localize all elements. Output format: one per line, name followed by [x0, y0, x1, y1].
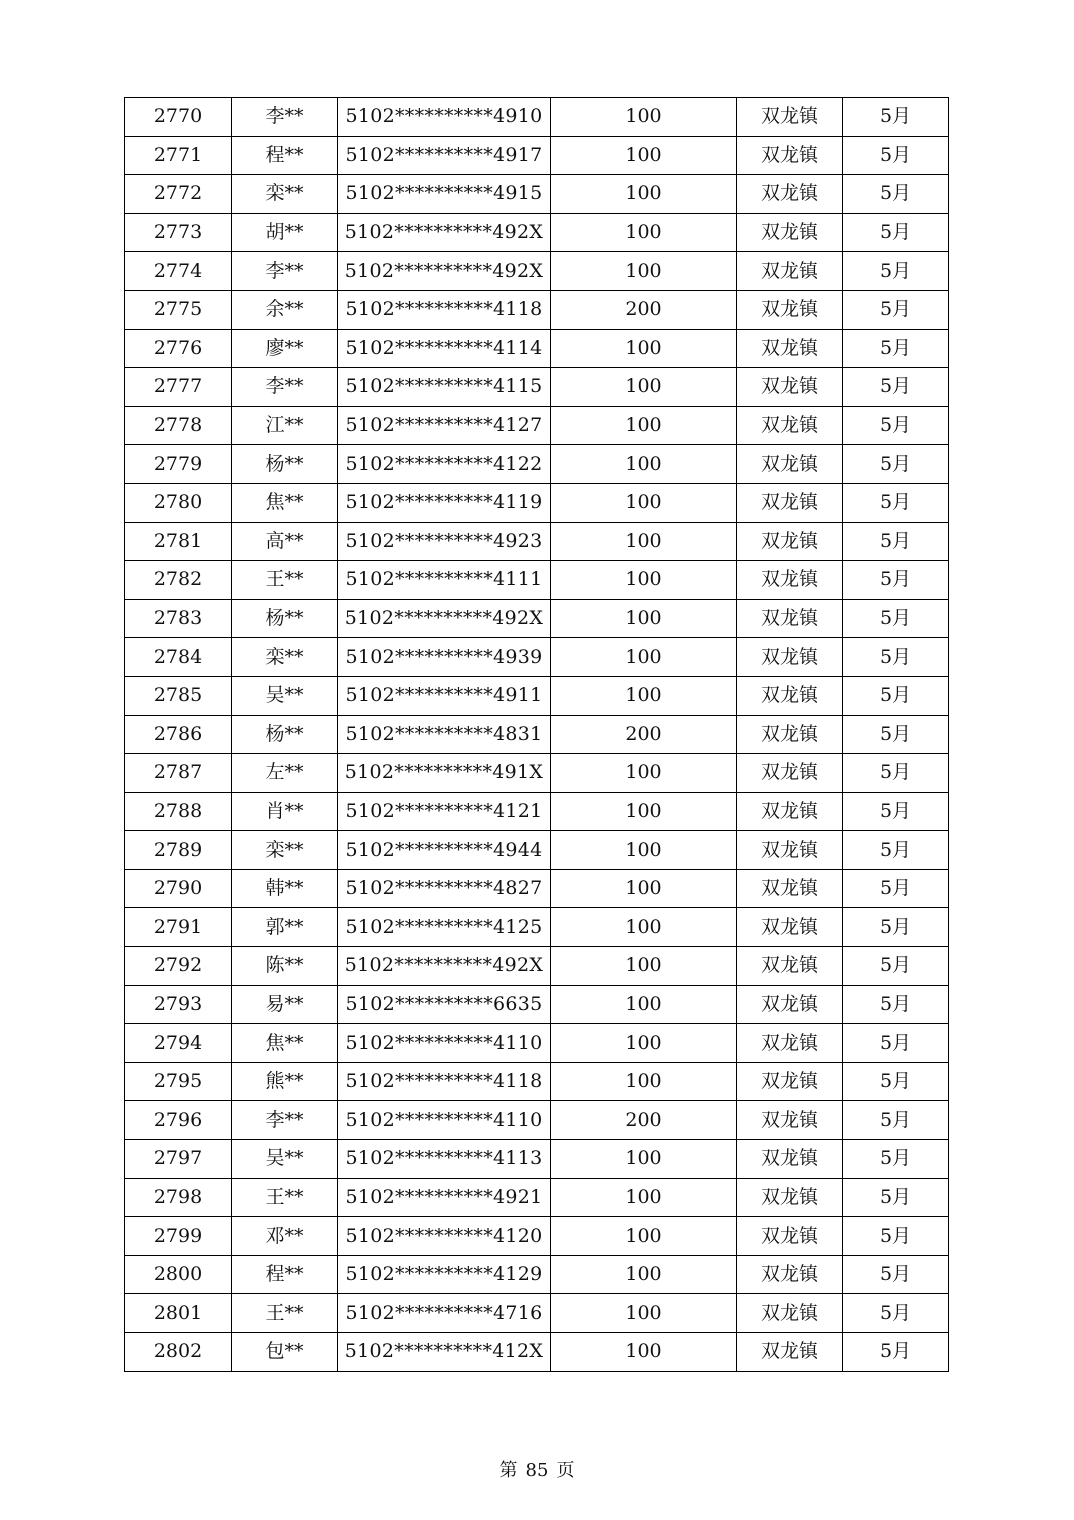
table-row [125, 754, 949, 793]
name-cell: 焦** [232, 1024, 338, 1063]
seq-cell: 2788 [125, 792, 232, 831]
month-cell: 5月 [843, 290, 949, 329]
month-cell: 5月 [843, 1140, 949, 1179]
table-row [125, 368, 949, 407]
id-number-cell: 5102**********4120 [338, 1217, 551, 1256]
month-cell: 5月 [843, 792, 949, 831]
id-number-cell: 5102**********4716 [338, 1294, 551, 1333]
town-cell: 双龙镇 [737, 522, 843, 561]
name-cell: 胡** [232, 213, 338, 252]
month-cell: 5月 [843, 1101, 949, 1140]
table-row [125, 329, 949, 368]
table-row [125, 1255, 949, 1294]
id-number-cell: 5102**********6635 [338, 985, 551, 1024]
name-cell: 易** [232, 985, 338, 1024]
town-cell: 双龙镇 [737, 290, 843, 329]
town-cell: 双龙镇 [737, 175, 843, 214]
town-cell: 双龙镇 [737, 1024, 843, 1063]
table-row [125, 1101, 949, 1140]
id-number-cell: 5102**********492X [338, 213, 551, 252]
table-row [125, 792, 949, 831]
id-number-cell: 5102**********4827 [338, 869, 551, 908]
table-row [125, 136, 949, 175]
id-number-cell: 5102**********492X [338, 599, 551, 638]
name-cell: 杨** [232, 715, 338, 754]
name-cell: 左** [232, 754, 338, 793]
town-cell: 双龙镇 [737, 599, 843, 638]
town-cell: 双龙镇 [737, 792, 843, 831]
town-cell: 双龙镇 [737, 1333, 843, 1372]
month-cell: 5月 [843, 522, 949, 561]
amount-cell: 100 [551, 1255, 737, 1294]
month-cell: 5月 [843, 985, 949, 1024]
table-row [125, 561, 949, 600]
table-row [125, 445, 949, 484]
month-cell: 5月 [843, 252, 949, 291]
seq-cell: 2801 [125, 1294, 232, 1333]
seq-cell: 2775 [125, 290, 232, 329]
town-cell: 双龙镇 [737, 908, 843, 947]
seq-cell: 2794 [125, 1024, 232, 1063]
town-cell: 双龙镇 [737, 406, 843, 445]
town-cell: 双龙镇 [737, 1140, 843, 1179]
seq-cell: 2778 [125, 406, 232, 445]
month-cell: 5月 [843, 754, 949, 793]
town-cell: 双龙镇 [737, 1217, 843, 1256]
page-footer-prefix: 第 [499, 1460, 518, 1481]
month-cell: 5月 [843, 599, 949, 638]
seq-cell: 2795 [125, 1062, 232, 1101]
month-cell: 5月 [843, 98, 949, 137]
name-cell: 肖** [232, 792, 338, 831]
amount-cell: 100 [551, 213, 737, 252]
id-number-cell: 5102**********4110 [338, 1101, 551, 1140]
seq-cell: 2786 [125, 715, 232, 754]
amount-cell: 100 [551, 136, 737, 175]
id-number-cell: 5102**********4917 [338, 136, 551, 175]
id-number-cell: 5102**********492X [338, 947, 551, 986]
seq-cell: 2791 [125, 908, 232, 947]
month-cell: 5月 [843, 175, 949, 214]
id-number-cell: 5102**********4118 [338, 290, 551, 329]
month-cell: 5月 [843, 638, 949, 677]
month-cell: 5月 [843, 1062, 949, 1101]
name-cell: 李** [232, 252, 338, 291]
id-number-cell: 5102**********4122 [338, 445, 551, 484]
town-cell: 双龙镇 [737, 947, 843, 986]
seq-cell: 2797 [125, 1140, 232, 1179]
table-row [125, 1024, 949, 1063]
amount-cell: 100 [551, 175, 737, 214]
town-cell: 双龙镇 [737, 985, 843, 1024]
name-cell: 韩** [232, 869, 338, 908]
amount-cell: 200 [551, 290, 737, 329]
name-cell: 王** [232, 1178, 338, 1217]
seq-cell: 2771 [125, 136, 232, 175]
amount-cell: 100 [551, 638, 737, 677]
amount-cell: 100 [551, 252, 737, 291]
seq-cell: 2776 [125, 329, 232, 368]
seq-cell: 2781 [125, 522, 232, 561]
amount-cell: 100 [551, 985, 737, 1024]
name-cell: 江** [232, 406, 338, 445]
month-cell: 5月 [843, 1178, 949, 1217]
month-cell: 5月 [843, 368, 949, 407]
seq-cell: 2799 [125, 1217, 232, 1256]
town-cell: 双龙镇 [737, 715, 843, 754]
town-cell: 双龙镇 [737, 368, 843, 407]
name-cell: 余** [232, 290, 338, 329]
town-cell: 双龙镇 [737, 676, 843, 715]
town-cell: 双龙镇 [737, 213, 843, 252]
name-cell: 吴** [232, 676, 338, 715]
table-row [125, 406, 949, 445]
table-row [125, 1140, 949, 1179]
table-row [125, 213, 949, 252]
seq-cell: 2783 [125, 599, 232, 638]
id-number-cell: 5102**********4911 [338, 676, 551, 715]
town-cell: 双龙镇 [737, 252, 843, 291]
table-row [125, 869, 949, 908]
seq-cell: 2770 [125, 98, 232, 137]
table-row [125, 1333, 949, 1372]
seq-cell: 2777 [125, 368, 232, 407]
amount-cell: 100 [551, 329, 737, 368]
name-cell: 杨** [232, 599, 338, 638]
month-cell: 5月 [843, 947, 949, 986]
id-number-cell: 5102**********4944 [338, 831, 551, 870]
amount-cell: 100 [551, 1024, 737, 1063]
page-footer [0, 1456, 1074, 1482]
month-cell: 5月 [843, 329, 949, 368]
records-table [124, 97, 949, 1372]
month-cell: 5月 [843, 1217, 949, 1256]
table-row [125, 831, 949, 870]
id-number-cell: 5102**********4910 [338, 98, 551, 137]
month-cell: 5月 [843, 561, 949, 600]
town-cell: 双龙镇 [737, 1255, 843, 1294]
amount-cell: 100 [551, 561, 737, 600]
town-cell: 双龙镇 [737, 1062, 843, 1101]
month-cell: 5月 [843, 445, 949, 484]
name-cell: 李** [232, 98, 338, 137]
id-number-cell: 5102**********4129 [338, 1255, 551, 1294]
page-number: 85 [525, 1460, 549, 1481]
month-cell: 5月 [843, 483, 949, 522]
table-row [125, 715, 949, 754]
seq-cell: 2785 [125, 676, 232, 715]
name-cell: 王** [232, 1294, 338, 1333]
town-cell: 双龙镇 [737, 136, 843, 175]
amount-cell: 100 [551, 1333, 737, 1372]
amount-cell: 100 [551, 1178, 737, 1217]
month-cell: 5月 [843, 676, 949, 715]
month-cell: 5月 [843, 136, 949, 175]
name-cell: 程** [232, 136, 338, 175]
id-number-cell: 5102**********4923 [338, 522, 551, 561]
name-cell: 栾** [232, 638, 338, 677]
month-cell: 5月 [843, 1024, 949, 1063]
name-cell: 杨** [232, 445, 338, 484]
town-cell: 双龙镇 [737, 1178, 843, 1217]
name-cell: 廖** [232, 329, 338, 368]
name-cell: 高** [232, 522, 338, 561]
amount-cell: 100 [551, 792, 737, 831]
seq-cell: 2798 [125, 1178, 232, 1217]
amount-cell: 100 [551, 676, 737, 715]
amount-cell: 200 [551, 715, 737, 754]
id-number-cell: 5102**********4125 [338, 908, 551, 947]
name-cell: 王** [232, 561, 338, 600]
id-number-cell: 5102**********4939 [338, 638, 551, 677]
seq-cell: 2782 [125, 561, 232, 600]
seq-cell: 2792 [125, 947, 232, 986]
seq-cell: 2784 [125, 638, 232, 677]
town-cell: 双龙镇 [737, 1294, 843, 1333]
amount-cell: 100 [551, 368, 737, 407]
amount-cell: 100 [551, 947, 737, 986]
id-number-cell: 5102**********4127 [338, 406, 551, 445]
amount-cell: 100 [551, 908, 737, 947]
month-cell: 5月 [843, 908, 949, 947]
town-cell: 双龙镇 [737, 483, 843, 522]
table-row [125, 676, 949, 715]
amount-cell: 100 [551, 1217, 737, 1256]
id-number-cell: 5102**********4121 [338, 792, 551, 831]
town-cell: 双龙镇 [737, 831, 843, 870]
amount-cell: 100 [551, 1140, 737, 1179]
id-number-cell: 5102**********4115 [338, 368, 551, 407]
table-row [125, 1178, 949, 1217]
id-number-cell: 5102**********4118 [338, 1062, 551, 1101]
id-number-cell: 5102**********4921 [338, 1178, 551, 1217]
seq-cell: 2787 [125, 754, 232, 793]
town-cell: 双龙镇 [737, 445, 843, 484]
seq-cell: 2774 [125, 252, 232, 291]
amount-cell: 100 [551, 522, 737, 561]
name-cell: 栾** [232, 175, 338, 214]
seq-cell: 2790 [125, 869, 232, 908]
seq-cell: 2800 [125, 1255, 232, 1294]
amount-cell: 100 [551, 445, 737, 484]
month-cell: 5月 [843, 869, 949, 908]
seq-cell: 2802 [125, 1333, 232, 1372]
amount-cell: 100 [551, 1294, 737, 1333]
month-cell: 5月 [843, 831, 949, 870]
month-cell: 5月 [843, 1294, 949, 1333]
name-cell: 焦** [232, 483, 338, 522]
amount-cell: 100 [551, 1062, 737, 1101]
amount-cell: 100 [551, 98, 737, 137]
table-row [125, 483, 949, 522]
id-number-cell: 5102**********4113 [338, 1140, 551, 1179]
name-cell: 邓** [232, 1217, 338, 1256]
page-footer-suffix: 页 [556, 1460, 575, 1481]
id-number-cell: 5102**********4119 [338, 483, 551, 522]
town-cell: 双龙镇 [737, 329, 843, 368]
name-cell: 吴** [232, 1140, 338, 1179]
id-number-cell: 5102**********4114 [338, 329, 551, 368]
seq-cell: 2772 [125, 175, 232, 214]
id-number-cell: 5102**********4111 [338, 561, 551, 600]
name-cell: 陈** [232, 947, 338, 986]
town-cell: 双龙镇 [737, 98, 843, 137]
month-cell: 5月 [843, 1333, 949, 1372]
name-cell: 程** [232, 1255, 338, 1294]
amount-cell: 100 [551, 599, 737, 638]
amount-cell: 100 [551, 406, 737, 445]
seq-cell: 2773 [125, 213, 232, 252]
amount-cell: 100 [551, 754, 737, 793]
seq-cell: 2780 [125, 483, 232, 522]
records-table-body [125, 98, 949, 1372]
town-cell: 双龙镇 [737, 638, 843, 677]
month-cell: 5月 [843, 406, 949, 445]
amount-cell: 200 [551, 1101, 737, 1140]
seq-cell: 2796 [125, 1101, 232, 1140]
month-cell: 5月 [843, 213, 949, 252]
name-cell: 栾** [232, 831, 338, 870]
table-row [125, 252, 949, 291]
id-number-cell: 5102**********412X [338, 1333, 551, 1372]
seq-cell: 2789 [125, 831, 232, 870]
seq-cell: 2779 [125, 445, 232, 484]
table-row [125, 522, 949, 561]
name-cell: 李** [232, 368, 338, 407]
seq-cell: 2793 [125, 985, 232, 1024]
name-cell: 熊** [232, 1062, 338, 1101]
amount-cell: 100 [551, 831, 737, 870]
table-row [125, 599, 949, 638]
table-row [125, 1062, 949, 1101]
table-row [125, 290, 949, 329]
table-row [125, 98, 949, 137]
table-row [125, 1294, 949, 1333]
amount-cell: 100 [551, 483, 737, 522]
town-cell: 双龙镇 [737, 561, 843, 600]
table-row [125, 985, 949, 1024]
table-row [125, 947, 949, 986]
id-number-cell: 5102**********492X [338, 252, 551, 291]
table-row [125, 175, 949, 214]
name-cell: 包** [232, 1333, 338, 1372]
town-cell: 双龙镇 [737, 754, 843, 793]
name-cell: 郭** [232, 908, 338, 947]
id-number-cell: 5102**********4831 [338, 715, 551, 754]
month-cell: 5月 [843, 1255, 949, 1294]
month-cell: 5月 [843, 715, 949, 754]
town-cell: 双龙镇 [737, 1101, 843, 1140]
table-row [125, 908, 949, 947]
table-row [125, 638, 949, 677]
id-number-cell: 5102**********4110 [338, 1024, 551, 1063]
id-number-cell: 5102**********4915 [338, 175, 551, 214]
table-row [125, 1217, 949, 1256]
name-cell: 李** [232, 1101, 338, 1140]
amount-cell: 100 [551, 869, 737, 908]
id-number-cell: 5102**********491X [338, 754, 551, 793]
town-cell: 双龙镇 [737, 869, 843, 908]
